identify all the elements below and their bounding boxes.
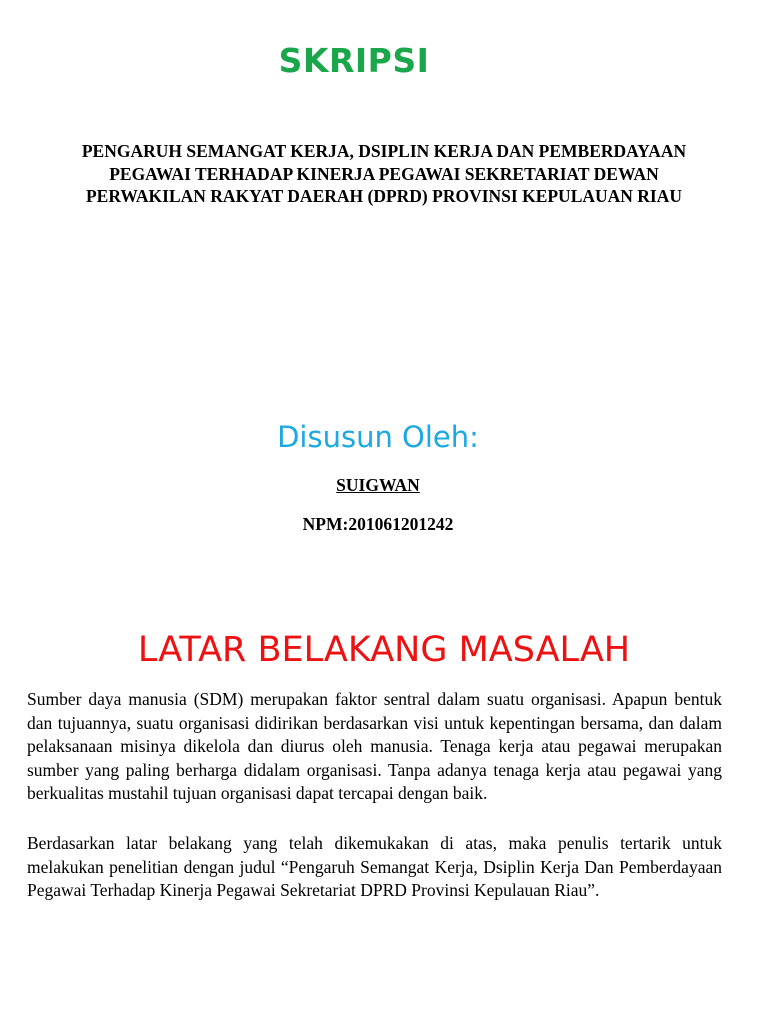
thesis-title [30, 140, 738, 208]
body-paragraph: Sumber daya manusia (SDM) merupakan faktor sentral dalam suatu organisasi. Apapun bentuk dan tujuannya, suatu organisasi didirikan berdasarkan visi untuk kepentingan bersama, dan dalam pelaksanaan misinya dikelola dan diurus oleh manusia. Tenaga kerja atau pegawai merupakan sumber yang paling berharga didalam organisasi. Tanpa adanya tenaga kerja atau pegawai yang berkualitas mustahil tujuan organisasi dapat tercapai dengan baik. [27, 689, 722, 803]
prepared-by-label: Disusun Oleh: [277, 420, 479, 454]
body-paragraph: Berdasarkan latar belakang yang telah dikemukakan di atas, maka penulis tertarik untuk melakukan penelitian dengan judul “Pengaruh Semangat Kerja, Dsiplin Kerja Dan Pemberdayaan Pegawai Terhadap Kinerja Pegawai Sekretariat DPRD Provinsi Kepulauan Riau”. [27, 833, 722, 900]
author-name: SUIGWAN [336, 475, 420, 495]
student-number: NPM:201061201242 [302, 514, 454, 534]
thesis-title-line: PENGARUH SEMANGAT KERJA, DSIPLIN KERJA DAN PEMBERDAYAAN [81, 141, 687, 161]
section-heading: LATAR BELAKANG MASALAH [137, 630, 631, 670]
author-name-line [0, 474, 756, 496]
thesis-title-line: PERWAKILAN RAKYAT DAERAH (DPRD) PROVINSI KEPULAUAN RIAU [85, 186, 683, 206]
thesis-title-line: PEGAWAI TERHADAP KINERJA PEGAWAI SEKRETARIAT DEWAN [109, 163, 659, 184]
document-label: SKRIPSI [278, 41, 430, 80]
